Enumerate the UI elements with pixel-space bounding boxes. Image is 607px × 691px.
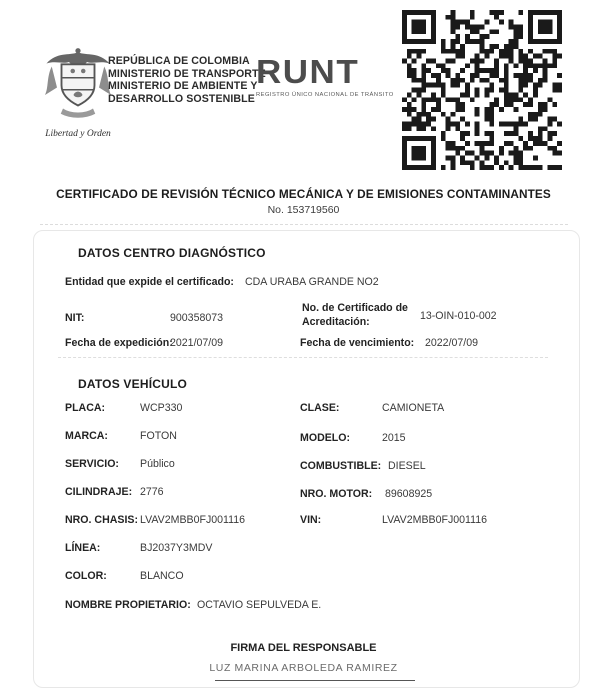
color-label: COLOR: (65, 570, 107, 582)
servicio-value: Público (140, 458, 175, 470)
runt-logo (256, 53, 394, 98)
linea-label: LÍNEA: (65, 542, 101, 554)
placa-label: PLACA: (65, 402, 106, 414)
signature-line (215, 680, 415, 681)
modelo-value: 2015 (382, 432, 406, 444)
acreditacion-value: 13-OIN-010-002 (420, 310, 497, 322)
entidad-label: Entidad que expide el certificado: (65, 276, 234, 288)
entidad-value: CDA URABA GRANDE NO2 (245, 276, 379, 288)
nro-motor-value: 89608925 (385, 488, 433, 500)
cilindraje-label: CILINDRAJE: (65, 486, 133, 498)
ministry-text-block (108, 55, 266, 105)
fecha-expedicion-label: Fecha de expedición: (65, 337, 173, 349)
vin-label: VIN: (300, 514, 322, 526)
ministry-line: REPÚBLICA DE COLOMBIA (108, 55, 250, 67)
section-heading-vehiculo: DATOS VEHÍCULO (78, 377, 188, 391)
combustible-value: DIESEL (388, 460, 426, 472)
firma-responsable-name: LUZ MARINA ARBOLEDA RAMIREZ (209, 662, 398, 674)
qr-code-container (402, 10, 562, 170)
runt-wordmark: RUNT (256, 53, 360, 91)
combustible-label: COMBUSTIBLE: (300, 460, 382, 472)
nit-value: 900358073 (170, 312, 224, 324)
propietario-label: NOMBRE PROPIETARIO: (65, 599, 191, 611)
acreditacion-label: No. de Certificado de Acreditación: (302, 302, 408, 328)
section-divider (58, 357, 548, 358)
nro-motor-label: NRO. MOTOR: (300, 488, 373, 500)
placa-value: WCP330 (140, 402, 183, 414)
certificate-title: CERTIFICADO DE REVISIÓN TÉCNICO MECÁNICA Y DE EMISIONES CONTAMINANTES (56, 187, 551, 201)
qr-code-icon (402, 10, 562, 170)
clase-value: CAMIONETA (382, 402, 445, 414)
nit-label: NIT: (65, 312, 85, 324)
fecha-vencimiento-value: 2022/07/09 (425, 337, 479, 349)
coat-of-arms-caption: Libertad y Orden (45, 129, 111, 139)
fecha-expedicion-value: 2021/07/09 (170, 337, 224, 349)
title-divider (40, 224, 568, 225)
propietario-value: OCTAVIO SEPULVEDA E. (197, 599, 322, 611)
color-value: BLANCO (140, 570, 184, 582)
runt-logo-subtitle: REGISTRO ÚNICO NACIONAL DE TRÁNSITO (256, 92, 394, 98)
cilindraje-value: 2776 (140, 486, 164, 498)
nro-chasis-value: LVAV2MBB0FJ001116 (140, 514, 246, 526)
modelo-label: MODELO: (300, 432, 351, 444)
servicio-label: SERVICIO: (65, 458, 119, 470)
linea-value: BJ2037Y3MDV (140, 542, 213, 554)
vin-value: LVAV2MBB0FJ001116 (382, 514, 488, 526)
ministry-line: MINISTERIO DE AMBIENTE Y (108, 80, 258, 93)
ministry-line: DESARROLLO SOSTENIBLE (108, 92, 255, 105)
ministry-line: MINISTERIO DE TRANSPORTE (108, 67, 266, 80)
firma-heading: FIRMA DEL RESPONSABLE (230, 642, 377, 654)
marca-label: MARCA: (65, 430, 108, 442)
certificate-number: No. 153719560 (267, 204, 340, 216)
marca-value: FOTON (140, 430, 177, 442)
clase-label: CLASE: (300, 402, 340, 414)
section-heading-centro-diagnostico: DATOS CENTRO DIAGNÓSTICO (78, 246, 266, 260)
fecha-vencimiento-label: Fecha de vencimiento: (300, 337, 415, 349)
nro-chasis-label: NRO. CHASIS: (65, 514, 138, 526)
